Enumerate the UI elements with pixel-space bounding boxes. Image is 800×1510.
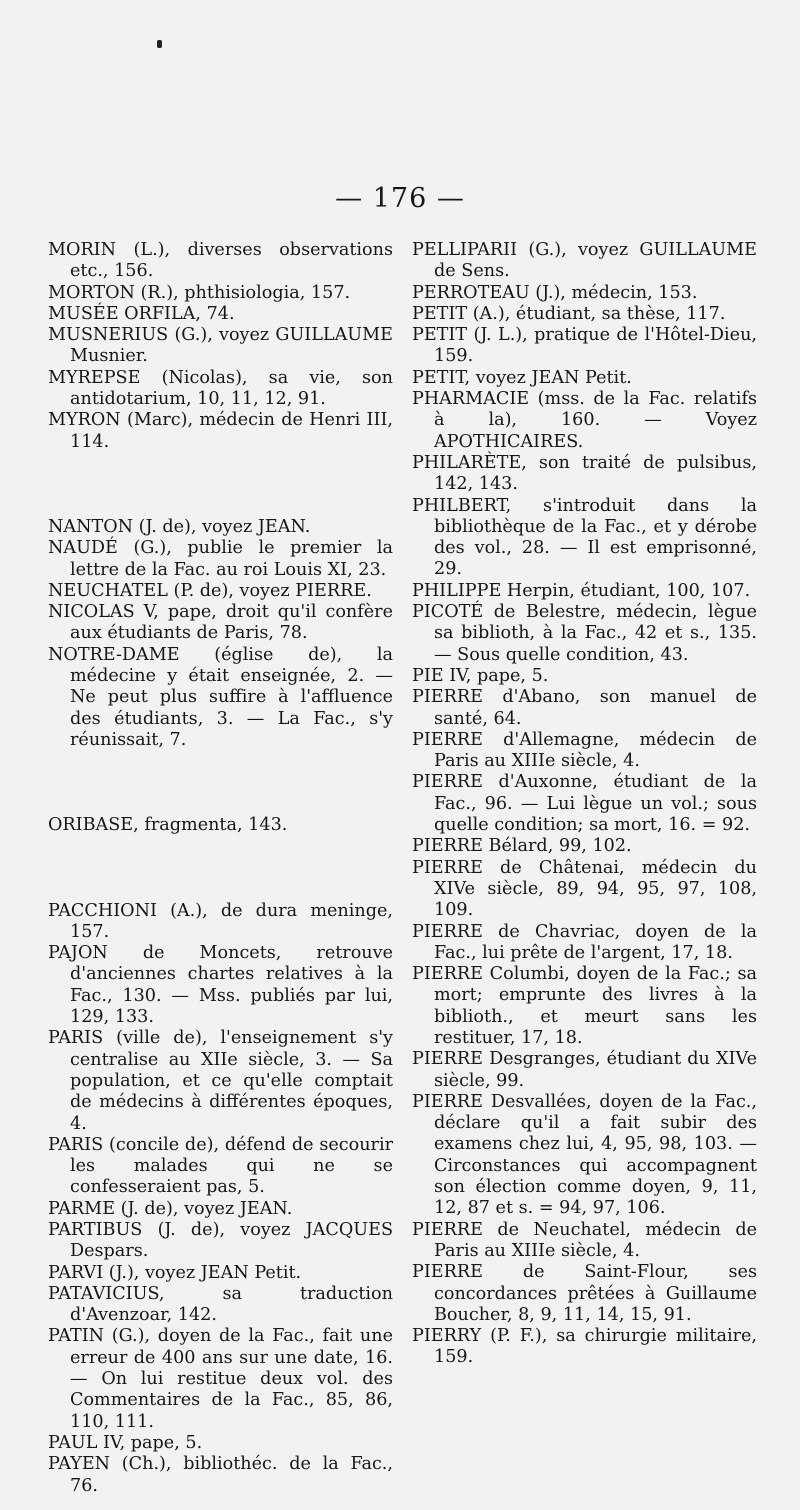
index-entry: PIERRE de Châtenai, médecin du XIVe siècle, 89, 94, 95, 97, 108, 109.	[412, 857, 757, 921]
index-entry: PETIT (J. L.), pratique de l'Hôtel-Dieu, 159.	[412, 325, 757, 367]
index-entry: PHARMACIE (mss. de la Fac. relatifs à la), 160. — Voyez APOTHICAIRES.	[412, 389, 757, 452]
index-entry: PACCHIONI (A.), de dura meninge, 157.	[48, 900, 393, 942]
section-gap	[48, 837, 393, 901]
index-entry: PARME (J. de), voyez JEAN.	[48, 1198, 293, 1219]
index-entry: PARTIBUS (J. de), voyez JACQUES Despars.	[48, 1219, 393, 1262]
index-entry: MORTON (R.), phthisiologia, 157.	[48, 282, 351, 303]
index-entry: PARIS (concile de), défend de secourir les malades qui ne se confesseraient pas, 5.	[48, 1134, 393, 1198]
index-entry: PATIN (G.), doyen de la Fac., fait une erreur de 400 ans sur une date, 16. — On lui restitue deux vol. des Commentaires de la Fac., 85, 86, 110, 111.	[48, 1326, 393, 1432]
index-entry: NAUDÉ (G.), publie le premier la lettre de la Fac. au roi Louis XI, 23.	[48, 538, 393, 580]
index-entry: PIERRE Desgranges, étudiant du XIVe siècle, 99.	[412, 1049, 757, 1091]
index-entry: PIERRE Bélard, 99, 102.	[412, 836, 632, 857]
section-gap	[48, 751, 393, 815]
index-entry: PHILIPPE Herpin, étudiant, 100, 107.	[412, 580, 751, 601]
index-entry: PIERRE d'Auxonne, étudiant de la Fac., 96. — Lui lègue un vol.; sous quelle condition; sa mort, 16. = 92.	[412, 772, 757, 836]
index-entry: PHILBERT, s'introduit dans la bibliothèque de la Fac., et y dérobe des vol., 28. — Il est emprisonné, 29.	[412, 495, 757, 580]
index-entry: ORIBASE, fragmenta, 143.	[48, 815, 288, 836]
index-entry: PHILARÈTE, son traité de pulsibus, 142, 143.	[412, 452, 757, 495]
index-entry: MUSÉE ORFILA, 74.	[48, 303, 235, 324]
index-entry: PIERRE d'Allemagne, médecin de Paris au XIIIe siècle, 4.	[412, 729, 757, 772]
index-entry: MYRON (Marc), médecin de Henri III, 114.	[48, 410, 393, 452]
left-column	[48, 240, 393, 1497]
index-entry: PICOTÉ de Belestre, médecin, lègue sa biblioth, à la Fac., 42 et s., 135. — Sous quelle condition, 43.	[412, 602, 757, 665]
index-entry: PAJON de Moncets, retrouve d'anciennes chartes relatives à la Fac., 130. — Mss. publiés par lui, 129, 133.	[48, 943, 393, 1028]
section-gap	[48, 453, 393, 517]
index-entry: MYREPSE (Nicolas), sa vie, son antidotarium, 10, 11, 12, 91.	[48, 367, 393, 410]
index-entry: PIERRE Desvallées, doyen de la Fac., déclare qu'il a fait subir des examens chez lui, 4, 95, 98, 103. — Circonstances qui accompagnent son élection comme doyen, 9, 11, 12, 87 et s. = 94, 97, 106.	[412, 1091, 757, 1219]
index-entry: PETIT (A.), étudiant, sa thèse, 117.	[412, 303, 726, 324]
index-entry: PARIS (ville de), l'enseignement s'y centralise au XIIe siècle, 3. — Sa population, et ce qu'elle comptait de médecins à différentes époques, 4.	[48, 1028, 393, 1134]
index-entry: PIERRE Columbi, doyen de la Fac.; sa mort; emprunte des livres à la biblioth., et meurt sans les restituer, 17, 18.	[412, 964, 757, 1048]
index-entry: PIERRE d'Abano, son manuel de santé, 64.	[412, 687, 757, 729]
right-column	[412, 240, 757, 1369]
index-entry: NANTON (J. de), voyez JEAN.	[48, 516, 311, 537]
index-entry: MORIN (L.), diverses observations etc., 156.	[48, 240, 393, 282]
index-entry: MUSNERIUS (G.), voyez GUILLAUME Musnier.	[48, 325, 393, 367]
index-entry: PAUL IV, pape, 5.	[48, 1432, 203, 1453]
index-entry: NEUCHATEL (P. de), voyez PIERRE.	[48, 580, 372, 601]
index-entry: NICOLAS V, pape, droit qu'il confère aux étudiants de Paris, 78.	[48, 602, 393, 644]
index-entry: PIERRE de Chavriac, doyen de la Fac., lui prête de l'argent, 17, 18.	[412, 921, 757, 963]
index-entry: NOTRE-DAME (église de), la médecine y était enseignée, 2. — Ne peut plus suffire à l'affluence des étudiants, 3. — La Fac., s'y réunissait, 7.	[48, 644, 393, 750]
index-entry: PETIT, voyez JEAN Petit.	[412, 367, 632, 388]
index-entry: PERROTEAU (J.), médecin, 153.	[412, 282, 698, 303]
index-entry: PARVI (J.), voyez JEAN Petit.	[48, 1262, 302, 1283]
page-number: — 176 —	[335, 183, 465, 214]
index-entry: PIERRE de Neuchatel, médecin de Paris au XIIIe siècle, 4.	[412, 1219, 757, 1261]
index-entry: PIERRY (P. F.), sa chirurgie militaire, 159.	[412, 1326, 757, 1368]
index-entry: PAYEN (Ch.), bibliothéc. de la Fac., 76.	[48, 1454, 393, 1496]
index-entry: PATAVICIUS, sa traduction d'Avenzoar, 142.	[48, 1283, 393, 1326]
ink-speck	[157, 40, 162, 48]
index-entry: PIERRE de Saint-Flour, ses concordances prêtées à Guillaume Boucher, 8, 9, 11, 14, 15, 91.	[412, 1262, 757, 1325]
index-entry: PELLIPARII (G.), voyez GUILLAUME de Sens.	[412, 240, 757, 282]
index-entry: PIE IV, pape, 5.	[412, 665, 549, 686]
